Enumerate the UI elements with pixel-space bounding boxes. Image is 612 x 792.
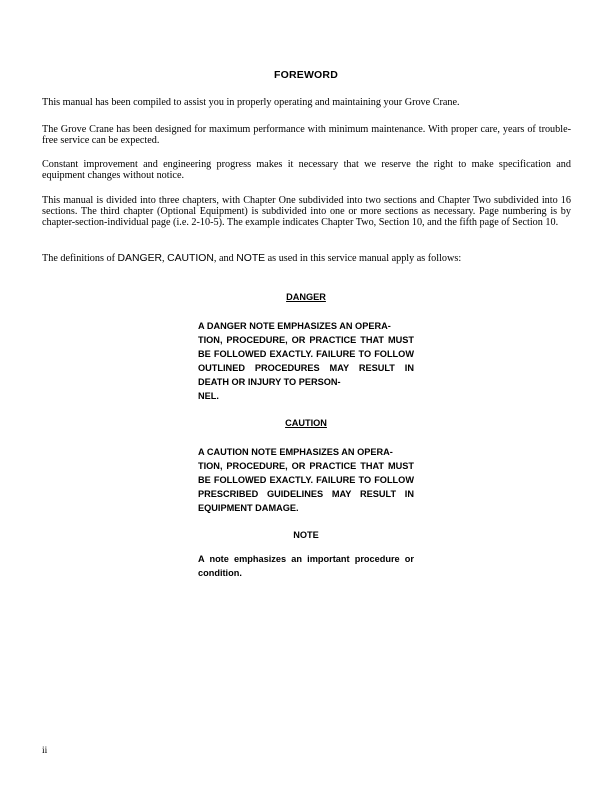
paragraph-definitions <box>42 253 571 264</box>
definitions-intro: The definitions of <box>42 253 118 264</box>
note-term: NOTE <box>236 253 266 264</box>
page-number: ii <box>42 746 48 756</box>
note-text: A note emphasizes an important procedure or condition. <box>198 554 414 578</box>
paragraph-design: The Grove Crane has been designed for maximum performance with minimum maintenance. With proper care, years of trouble-free service can be expected. <box>42 124 571 147</box>
caution-heading: CAUTION <box>285 418 327 428</box>
danger-text: A DANGER NOTE EMPHASIZES AN OPERA- TION, PROCEDURE, OR PRACTICE THAT MUST BE FOLLOWED EXACTLY. FAILURE TO FOLLOW OUTLINED PROCEDURES MAY RESULT IN DEATH OR INJURY TO PERSON- NEL. <box>198 321 414 401</box>
danger-term: DANGER <box>117 253 163 264</box>
page-title: FOREWORD <box>273 69 338 81</box>
danger-heading: DANGER <box>286 292 326 302</box>
paragraph-improvement: Constant improvement and engineering progress makes it necessary that we reserve the right to make specification and equipment changes without notice. <box>42 159 571 182</box>
definitions-comma: , <box>162 253 168 264</box>
paragraph-purpose: This manual has been compiled to assist you in properly operating and maintaining your Grove Crane. <box>42 97 460 108</box>
note-heading: NOTE <box>293 530 319 540</box>
paragraph-structure: This manual is divided into three chapters, with Chapter One subdivided into two sections and Chapter Two subdivided into 16 sections. The third chapter (Optional Equipment) is subdivided into one or more sections as necessary. Page numbering is by chapter-section-individual page (i.e. 2-10-5). The example indicates Chapter Two, Section 10, and the fifth page of Section 10. <box>42 195 571 229</box>
definitions-and: , and <box>213 253 237 264</box>
caution-text: A CAUTION NOTE EMPHASIZES AN OPERA- TION, PROCEDURE, OR PRACTICE THAT MUST BE FOLLOWED EXACTLY. FAILURE TO FOLLOW PRESCRIBED GUIDELINES MAY RESULT IN EQUIPMENT DAMAGE. <box>198 447 414 513</box>
caution-term: CAUTION <box>167 253 214 264</box>
definitions-outro: as used in this service manual apply as follows: <box>265 253 462 264</box>
